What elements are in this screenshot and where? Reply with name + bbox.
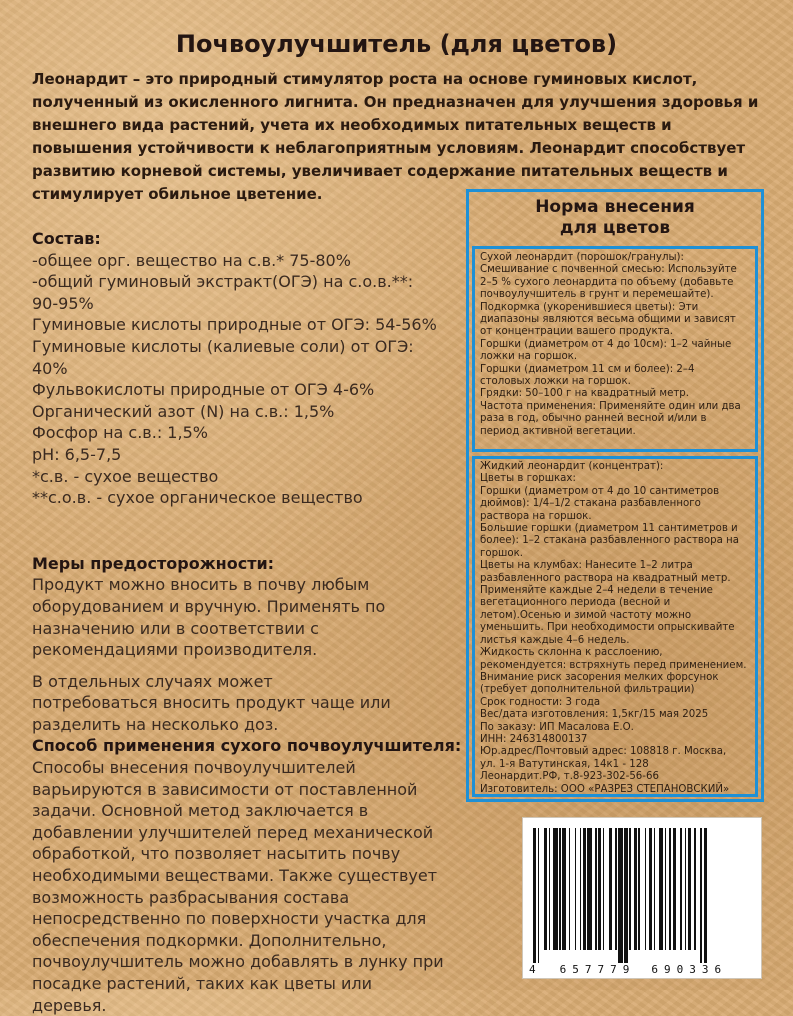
liquid-line: уменьшить. При необходимости опрыскивайте xyxy=(480,622,735,634)
barcode-bar xyxy=(634,828,637,950)
barcode-bar xyxy=(559,828,561,950)
composition-line: -общий гуминовый экстракт(ОГЭ) на с.о.в.**: xyxy=(32,272,414,292)
composition-line: Гуминовые кислоты природные от ОГЭ: 54-56% xyxy=(32,315,437,335)
dry-line: 2–5 % сухого леонардита по объему (добавьте xyxy=(480,276,734,288)
page-title: Почвоулучшитель (для цветов) xyxy=(175,30,618,58)
dry-line: от концентрации вашего продукта. xyxy=(480,326,674,338)
barcode-bar xyxy=(533,828,536,963)
norm-box-title-line-2: для цветов xyxy=(559,218,671,238)
liquid-leonardite-text xyxy=(480,461,752,796)
liquid-line: листья каждые 4–6 недель. xyxy=(480,634,630,646)
barcode-bar xyxy=(549,828,551,950)
liquid-line: Изготовитель: ООО «РАЗРЕЗ СТЕПАНОВСКИЙ» xyxy=(480,783,730,795)
composition-line: Органический азот (N) на с.в.: 1,5% xyxy=(32,401,335,421)
norm-box-title-line-1: Норма внесения xyxy=(535,197,695,217)
norm-box-title xyxy=(466,197,764,239)
dry-line: столовых ложки на горшок. xyxy=(480,376,631,388)
liquid-line: ИНН: 246314800137 xyxy=(480,733,588,745)
barcode-digit-first: 4 xyxy=(529,963,542,976)
liquid-line: Юр.адрес/Почтовый адрес: 108818 г. Москва, xyxy=(480,746,727,758)
liquid-line: Леонардит.РФ, т.8-923-302-56-66 xyxy=(480,771,659,783)
dry-line: Частота применения: Применяйте один или два xyxy=(480,400,741,412)
intro-paragraph: Леонардит – это природный стимулятор роста на основе гуминовых кислот, полученный из окисленного лигнита. Он предназначен для улучшения здоровья и внешнего вида растений, учета их необходимых питательных веществ и повышения устойчивости к неблагоприятным условиям. Леонардит способствует развитию корневой системы, увеличивает содержание питательных веществ и стимулирует обильное цветение. xyxy=(32,70,759,203)
liquid-line: разбавленного раствора на квадратный метр. xyxy=(480,572,731,584)
composition-line: Гуминовые кислоты (калиевые соли) от ОГЭ: xyxy=(32,336,414,356)
liquid-line: (требует дополнительной фильтрации) xyxy=(480,684,695,696)
liquid-line: рекомендуется: встряхнуть перед применением. xyxy=(480,659,747,671)
liquid-line: Жидкий леонардит (концентрат): xyxy=(480,461,664,472)
dry-line: Горшки (диаметром 11 см и более): 2–4 xyxy=(480,363,695,375)
dry-line: ложки на горшок. xyxy=(480,351,578,363)
liquid-line: летом).Осенью и зимой частоту можно xyxy=(480,609,692,621)
liquid-line: Цветы в горшках: xyxy=(480,473,576,485)
dry-line: Смешивание с почвенной смесью: Используйте xyxy=(480,264,737,276)
composition-line: Фосфор на с.в.: 1,5% xyxy=(32,423,208,443)
dry-line: Грядки: 50–100 г на квадратный метр. xyxy=(480,388,690,400)
barcode-bar xyxy=(587,828,592,950)
liquid-line: Большие горшки (диаметром 11 сантиметров и xyxy=(480,523,738,535)
barcode-bar xyxy=(645,828,647,950)
liquid-line: Внимание риск засорения мелких форсунок xyxy=(480,671,719,683)
barcode-bars xyxy=(533,828,753,963)
liquid-line: По заказу: ИП Масалова Е.О. xyxy=(480,721,634,733)
barcode-bar xyxy=(700,828,702,963)
composition-line: *с.в. - сухое вещество xyxy=(32,466,219,486)
left-column xyxy=(32,228,462,1016)
liquid-line: Вес/дата изготовления: 1,5кг/15 мая 2025 xyxy=(480,709,709,721)
liquid-line: Применяйте каждые 2–4 недели в течение xyxy=(480,585,713,597)
dry-line: Горшки (диаметром от 4 до 10см): 1–2 чайные xyxy=(480,338,732,350)
barcode-bar xyxy=(638,828,640,950)
liquid-line: ул. 1-я Ватутинская, 14к1 - 128 xyxy=(480,758,649,770)
dry-line: период активной вегетации. xyxy=(480,425,636,437)
barcode-bar xyxy=(538,828,540,963)
barcode-bar xyxy=(654,828,656,950)
liquid-line: дюймов): 1/4–1/2 стакана разбавленного xyxy=(480,498,701,510)
composition-line: **с.о.в. - сухое органическое вещество xyxy=(32,488,363,508)
barcode-bar xyxy=(603,828,605,950)
barcode-bar xyxy=(665,828,667,950)
barcode-bar xyxy=(618,828,623,963)
barcode-bar xyxy=(685,828,687,950)
barcode-bar xyxy=(649,828,652,950)
barcode-bar xyxy=(580,828,582,950)
composition-line: 90-95% xyxy=(32,293,94,313)
barcode-bar xyxy=(673,828,676,950)
composition-line: pH: 6,5-7,5 xyxy=(32,444,122,464)
barcode-bar xyxy=(624,828,627,963)
composition-line: Фульвокислоты природные от ОГЭ 4-6% xyxy=(32,380,375,400)
barcode-bar xyxy=(680,828,682,950)
composition-line: -общее орг. вещество на с.в.* 75-80% xyxy=(32,250,351,270)
barcode-bar xyxy=(544,828,547,950)
barcode-digits-right: 690336 xyxy=(651,963,728,976)
barcode-bar xyxy=(669,828,671,950)
dry-line: Подкормка (укоренившиеся цветы): Эти xyxy=(480,301,699,313)
liquid-line: более): 1–2 стакана разбавленного раствора на xyxy=(480,535,739,547)
liquid-line: Горшки (диаметром от 4 до 10 сантиметров xyxy=(480,485,720,497)
dry-leonardite-text xyxy=(480,252,752,438)
barcode-bar xyxy=(694,828,696,950)
barcode-bar xyxy=(562,828,565,950)
composition-heading: Состав: xyxy=(32,229,101,248)
barcode-bar xyxy=(583,828,586,950)
barcode-bar xyxy=(615,828,617,950)
liquid-line: Срок годности: 3 года xyxy=(480,696,601,708)
liquid-line: вегетационного периода (весной и xyxy=(480,597,671,609)
dry-line: диапазоны являются весьма общими и зависят xyxy=(480,314,736,326)
composition-line: 40% xyxy=(32,358,68,378)
barcode-bar xyxy=(659,828,664,950)
barcode-bar xyxy=(629,828,631,950)
barcode xyxy=(522,817,762,979)
application-heading: Способ применения сухого почвоулучшителя: xyxy=(32,736,462,756)
liquid-line: горшок. xyxy=(480,547,523,559)
precautions-paragraph-2: В отдельных случаях может потребоваться вносить продукт чаще или разделить на несколько доз. xyxy=(32,671,391,734)
barcode-bar xyxy=(575,828,577,950)
barcode-bar xyxy=(704,828,707,963)
liquid-line: раствора на горшок. xyxy=(480,510,592,522)
barcode-digits xyxy=(523,963,763,976)
precautions-heading: Меры предосторожности: xyxy=(32,553,275,573)
barcode-bar xyxy=(553,828,558,950)
barcode-bar xyxy=(569,828,571,950)
dry-line: Сухой леонардит (порошок/гранулы): xyxy=(480,252,684,263)
precautions-paragraph-1: Продукт можно вносить в почву любым оборудованием и вручную. Применять по назначению или в соответствии с рекомендациями производителя. xyxy=(32,575,386,660)
dry-line: раза в год, обычно ранней весной и/или в xyxy=(480,413,707,425)
barcode-bar xyxy=(688,828,691,950)
barcode-bar xyxy=(609,828,612,950)
barcode-bar xyxy=(595,828,597,950)
dry-line: почвоулучшитель в грунт и перемешайте). xyxy=(480,289,714,301)
application-paragraph: Способы внесения почвоулучшителей варьируются в зависимости от поставленной задачи. Основной метод заключается в добавлении улучшителей перед механической обработкой, что позволяет насытить почву необходимыми веществами. Также существует возможность разбрасывания состава непосредственно по поверхности участка для обеспечения подкормки. Дополнительно, почвоулучшитель можно добавлять в лунку при посадке растений, таких как цветы или деревья. xyxy=(32,758,444,1015)
barcode-digits-left: 657779 xyxy=(559,963,636,976)
liquid-line: Цветы на клумбах: Нанесите 1–2 литра xyxy=(480,560,693,572)
barcode-bar xyxy=(598,828,601,950)
liquid-line: Жидкость склонна к расслоению, xyxy=(480,647,663,659)
